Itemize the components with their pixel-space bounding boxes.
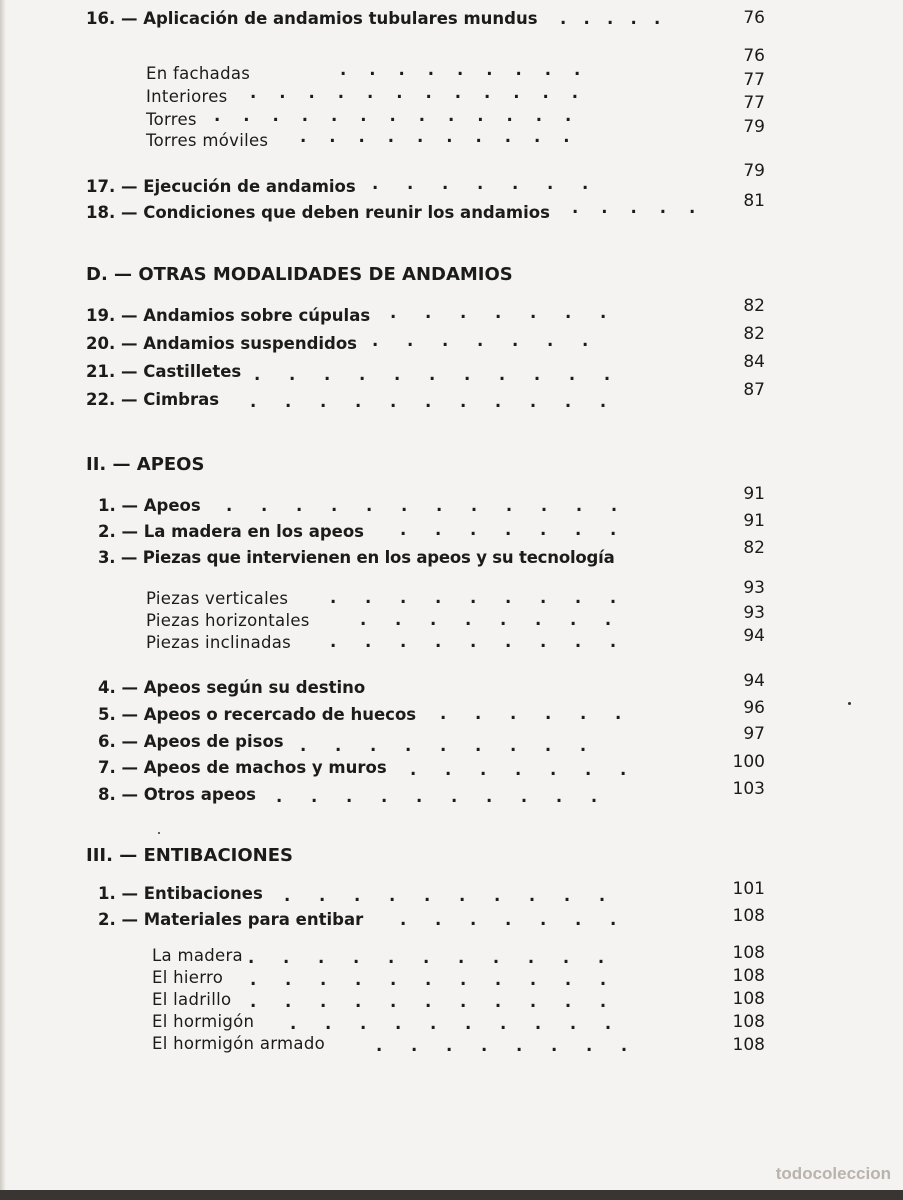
toc-subentry[interactable]: El hormigón armado [152, 1034, 325, 1053]
leader-dots: . . . . . . . . . [330, 632, 617, 651]
page-number: 91 [743, 484, 765, 504]
toc-entry-apeos-2[interactable]: 2. — La madera en los apeos [98, 522, 365, 541]
page-number: 96 [743, 698, 765, 718]
toc-entry-entib-1[interactable]: 1. — Entibaciones [98, 884, 263, 903]
leader-dots: . . . . . . . [390, 303, 607, 322]
toc-entry-apeos-4[interactable]: 4. — Apeos según su destino [98, 678, 366, 697]
page-number: 93 [743, 603, 765, 623]
section-heading-iii: III. — ENTIBACIONES [86, 845, 293, 866]
page-number: 91 [743, 511, 765, 531]
toc-subentry[interactable]: Piezas horizontales [146, 611, 310, 630]
leader-dots: . . . . . [560, 9, 661, 28]
leader-dots: . . . . . . . . . . [284, 886, 606, 905]
toc-subentry[interactable]: Torres móviles [146, 131, 269, 150]
page-number: 84 [743, 352, 765, 372]
page-number: 77 [743, 70, 765, 90]
section-heading-d: D. — OTRAS MODALIDADES DE ANDAMIOS [86, 264, 513, 285]
page-number: 82 [743, 324, 765, 344]
paper-speck [848, 702, 851, 705]
page-number: 108 [732, 1035, 765, 1055]
page-number: 79 [743, 161, 765, 181]
toc-entry-apeos-7[interactable]: 7. — Apeos de machos y muros [98, 758, 387, 777]
leader-dots: . . . . . . . . [360, 610, 612, 629]
page-number: 94 [743, 626, 765, 646]
toc-subentry[interactable]: El ladrillo [152, 990, 232, 1009]
page-number: 101 [732, 879, 765, 899]
toc-entry-apeos-1[interactable]: 1. — Apeos [98, 496, 201, 515]
page-number: 87 [743, 380, 765, 400]
page-number: 97 [743, 724, 765, 744]
page-number: 76 [743, 8, 765, 28]
page-number: 94 [743, 671, 765, 691]
page-number: 76 [743, 46, 765, 66]
toc-entry-apeos-6[interactable]: 6. — Apeos de pisos [98, 732, 284, 751]
page-number: 79 [743, 117, 765, 137]
leader-dots: . . . . . . . . . [340, 60, 581, 79]
leader-dots: . . . . . . . . . . . [254, 365, 611, 384]
page-number: 103 [732, 779, 765, 799]
section-heading-ii: II. — APEOS [86, 454, 205, 475]
toc-entry-18[interactable]: 18. — Condiciones que deben reunir los andamios [86, 203, 550, 222]
page-number: 108 [732, 1012, 765, 1032]
leader-dots: . . . . . . . . . [330, 588, 617, 607]
leader-dots: . . . . . . . . [376, 1036, 628, 1055]
watermark: todocoleccion [775, 1164, 891, 1183]
page-number: 82 [743, 296, 765, 316]
leader-dots: . . . . . . . . . . [290, 1014, 612, 1033]
leader-dots: . . . . . [572, 198, 696, 217]
toc-subentry[interactable]: Torres [146, 110, 197, 129]
toc-entry-16[interactable]: 16. — Aplicación de andamios tubulares mundus [86, 9, 538, 28]
page-number: 100 [732, 752, 765, 772]
leader-dots: . . . . . . . [372, 174, 589, 193]
leader-dots: . . . . . . . . . . . . [226, 496, 618, 515]
page-number: 108 [732, 906, 765, 926]
leader-dots: . . . . . . . [400, 520, 617, 539]
page-edge-shadow [0, 0, 6, 1200]
toc-entry-entib-2[interactable]: 2. — Materiales para entibar [98, 910, 364, 929]
leader-dots: . . . . . . . . . . [276, 787, 598, 806]
toc-entry-20[interactable]: 20. — Andamios suspendidos [86, 334, 358, 353]
toc-subentry[interactable]: La madera [152, 946, 243, 965]
page-number: 93 [743, 578, 765, 598]
leader-dots: . . . . . . . [372, 331, 589, 350]
page-bottom-edge [0, 1190, 903, 1200]
page-number: 81 [743, 191, 765, 211]
toc-entry-22[interactable]: 22. — Cimbras [86, 390, 220, 409]
toc-subentry[interactable]: Interiores [146, 87, 228, 106]
leader-dots: . . . . . . [440, 704, 622, 723]
leader-dots: . . . . . . . . . [300, 736, 587, 755]
leader-dots: . . . . . . . . . . . [250, 992, 607, 1011]
leader-dots: . . . . . . . . . . [300, 127, 570, 146]
leader-dots: . . . . . . . . . . . . [250, 83, 578, 102]
toc-subentry[interactable]: Piezas verticales [146, 589, 289, 608]
toc-entry-17[interactable]: 17. — Ejecución de andamios [86, 177, 356, 196]
leader-dots: . . . . . . . . . . . [250, 970, 607, 989]
toc-subentry[interactable]: Piezas inclinadas [146, 633, 292, 652]
toc-entry-apeos-3[interactable]: 3. — Piezas que intervienen en los apeos y su tecnología [98, 548, 615, 567]
leader-dots: . . . . . . . [400, 910, 617, 929]
toc-entry-apeos-5[interactable]: 5. — Apeos o recercado de huecos [98, 705, 417, 724]
leader-dots: . . . . . . . . . . . [250, 392, 607, 411]
leader-dots: . . . . . . . [410, 760, 627, 779]
toc-entry-19[interactable]: 19. — Andamios sobre cúpulas [86, 306, 371, 325]
page-number: 77 [743, 93, 765, 113]
leader-dots: . . . . . . . . . . . . . [214, 106, 572, 125]
page-number: 108 [732, 966, 765, 986]
leader-dots: . . . . . . . . . . . [248, 948, 605, 967]
page-number: 108 [732, 943, 765, 963]
toc-entry-apeos-8[interactable]: 8. — Otros apeos [98, 785, 256, 804]
toc-subentry[interactable]: En fachadas [146, 64, 251, 83]
toc-subentry[interactable]: El hormigón [152, 1012, 255, 1031]
page-number: 82 [743, 538, 765, 558]
page-number: 108 [732, 989, 765, 1009]
toc-subentry[interactable]: El hierro [152, 968, 224, 987]
toc-entry-21[interactable]: 21. — Castilletes [86, 362, 242, 381]
paper-speck [158, 832, 160, 834]
